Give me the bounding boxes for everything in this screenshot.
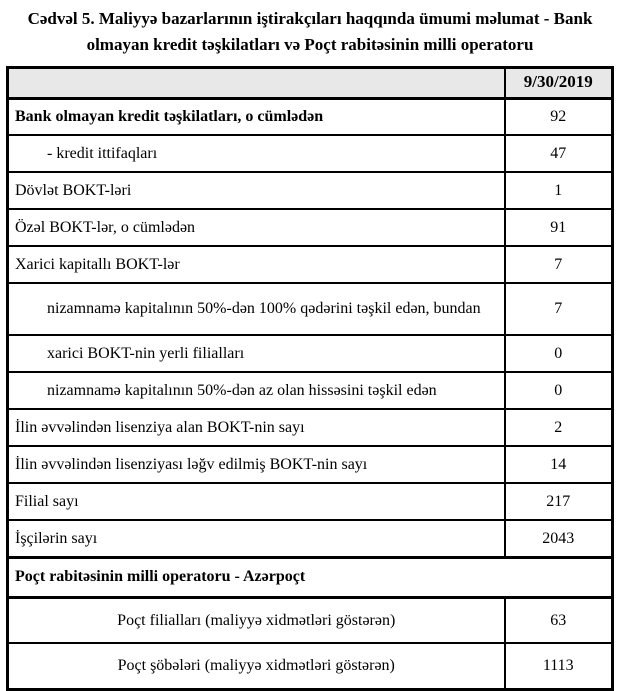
row-label: Xarici kapitallı BOKT-lər [8, 246, 505, 283]
table-row [8, 246, 613, 283]
table-row [8, 98, 613, 135]
row-value: 92 [505, 98, 613, 135]
table-row [8, 172, 613, 209]
header-empty-cell [8, 67, 505, 98]
row-label: İlin əvvəlindən lisenziya alan BOKT-nin sayı [8, 409, 505, 446]
row-value: 1113 [505, 643, 613, 689]
row-label: İşçilərin sayı [8, 520, 505, 557]
row-label: Poçt şöbələri (maliyyə xidmətləri göstərən) [8, 643, 505, 689]
row-value: 0 [505, 372, 613, 409]
table-row [8, 597, 613, 643]
row-value: 2 [505, 409, 613, 446]
table-row [8, 135, 613, 172]
section-header-row [8, 557, 613, 597]
section-title: Poçt rabitəsinin milli operatoru - Azərpoçt [8, 557, 613, 597]
table-row [8, 643, 613, 689]
row-value: 1 [505, 172, 613, 209]
row-value: 2043 [505, 520, 613, 557]
row-label: Özəl BOKT-lər, o cümlədən [8, 209, 505, 246]
row-value: 91 [505, 209, 613, 246]
row-label: Bank olmayan kredit təşkilatları, o cümlədən [8, 98, 505, 135]
table-caption: Cədvəl 5. Maliyyə bazarlarının iştirakçıları haqqında ümumi məlumat - Bank olmayan kredit təşkilatları və Poçt rabitəsinin milli operatoru [27, 9, 593, 55]
row-label: xarici BOKT-nin yerli filialları [8, 335, 505, 372]
table-header-row [8, 67, 613, 98]
row-value: 63 [505, 597, 613, 643]
table-row [8, 372, 613, 409]
table-row [8, 409, 613, 446]
header-date-cell: 9/30/2019 [505, 67, 613, 98]
row-label: nizamnamə kapitalının 50%-dən az olan hissəsini təşkil edən [8, 372, 505, 409]
row-value: 14 [505, 446, 613, 483]
table-row [8, 446, 613, 483]
table-row [8, 209, 613, 246]
table-row [8, 483, 613, 520]
table-row [8, 520, 613, 557]
row-value: 7 [505, 283, 613, 335]
row-value: 47 [505, 135, 613, 172]
row-value: 7 [505, 246, 613, 283]
statistics-table [6, 66, 614, 691]
row-value: 217 [505, 483, 613, 520]
row-label: - kredit ittifaqları [8, 135, 505, 172]
row-label: Filial sayı [8, 483, 505, 520]
table-row [8, 335, 613, 372]
row-label: İlin əvvəlindən lisenziyası ləğv edilmiş BOKT-nin sayı [8, 446, 505, 483]
table-row [8, 283, 613, 335]
row-value: 0 [505, 335, 613, 372]
row-label: nizamnamə kapitalının 50%-dən 100% qədərini təşkil edən, bundan [8, 283, 505, 335]
row-label: Poçt filialları (maliyyə xidmətləri göstərən) [8, 597, 505, 643]
row-label: Dövlət BOKT-ləri [8, 172, 505, 209]
